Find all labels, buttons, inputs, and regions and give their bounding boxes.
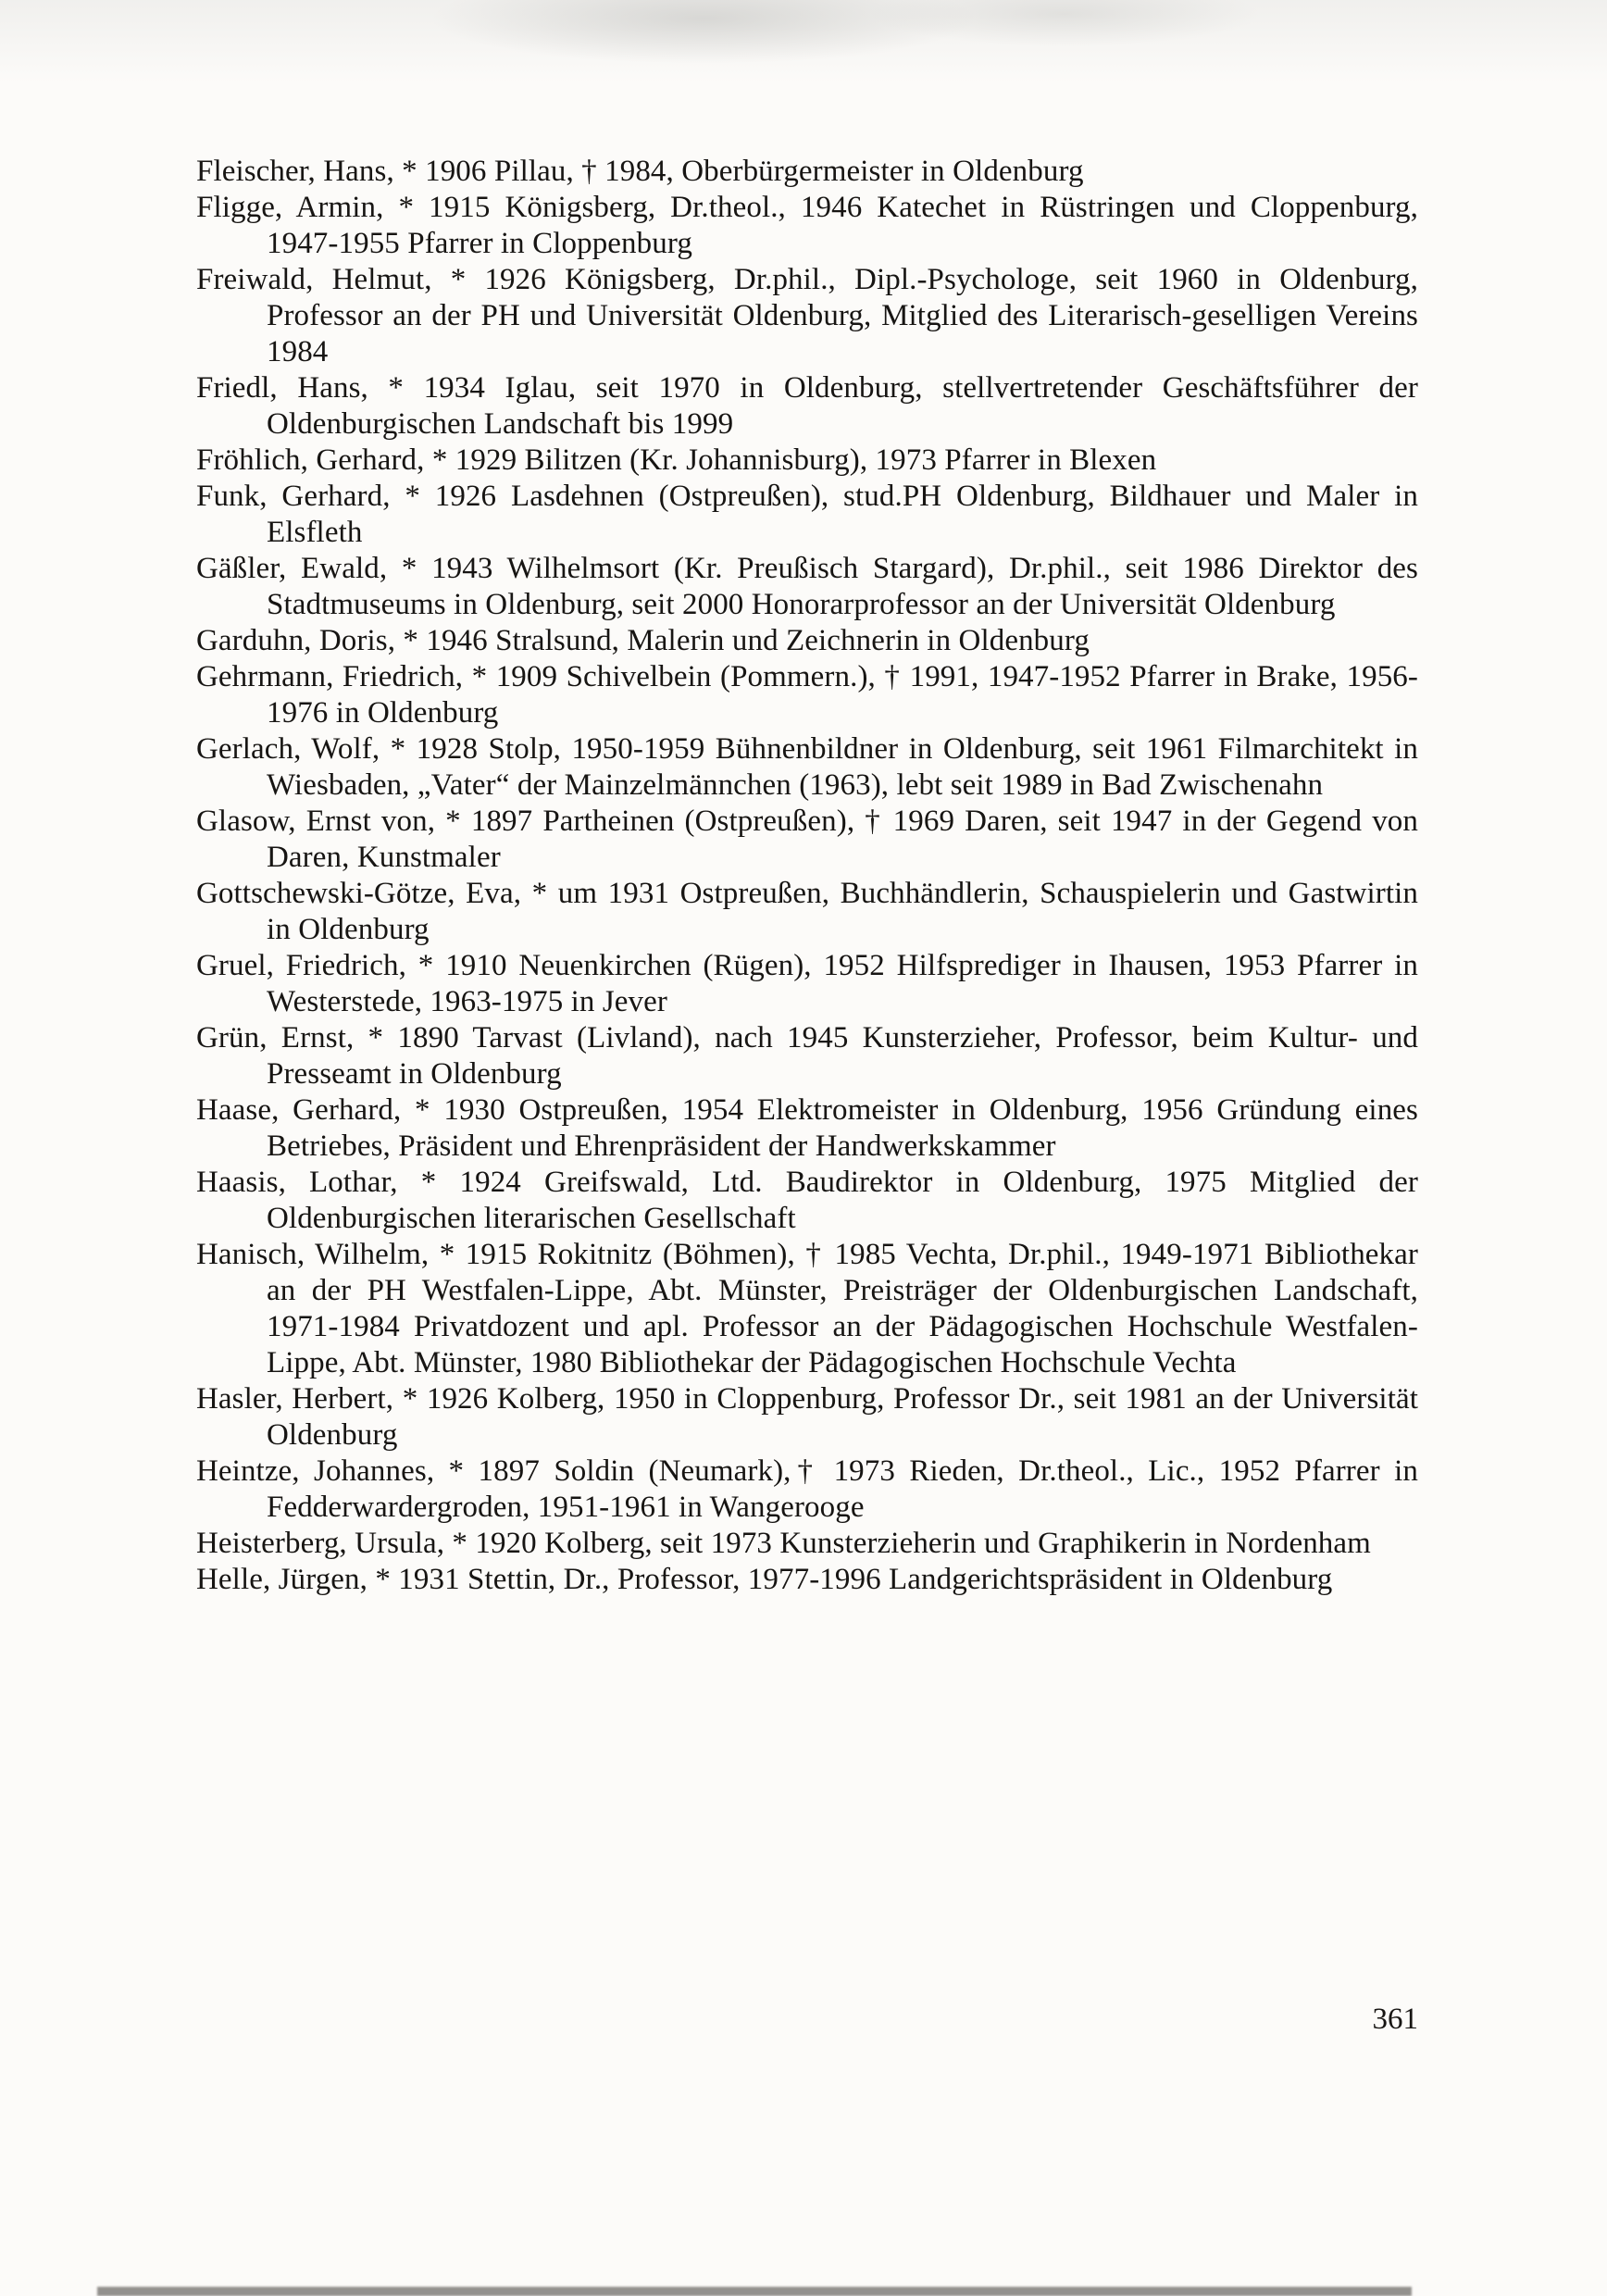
biography-entry: Freiwald, Helmut, * 1926 Königsberg, Dr.phil., Dipl.-Psychologe, seit 1960 in Oldenburg, Professor an der PH und Universität Oldenburg, Mitglied des Literarisch-geselligen Vereins 1984 [196,263,1418,368]
biography-entry: Grün, Ernst, * 1890 Tarvast (Livland), nach 1945 Kunsterzieher, Professor, beim Kultur- und Presseamt in Oldenburg [196,1021,1418,1091]
biography-entry: Hanisch, Wilhelm, * 1915 Rokitnitz (Böhmen), † 1985 Vechta, Dr.phil., 1949-1971 Bibliothekar an der PH Westfalen-Lippe, Abt. Münster, Preisträger der Oldenburgischen Landschaft, 1971-1984 Privatdozent und apl. Professor an der Pädagogischen Hochschule Westfalen-Lippe, Abt. Münster, 1980 Bibliothekar der Pädagogischen Hochschule Vechta [196,1238,1418,1379]
scan-artifact-bottom [97,2287,1412,2296]
biography-entry: Helle, Jürgen, * 1931 Stettin, Dr., Professor, 1977-1996 Landgerichtspräsident in Oldenburg [196,1563,1333,1596]
biography-entry: Haasis, Lothar, * 1924 Greifswald, Ltd. Baudirektor in Oldenburg, 1975 Mitglied der Oldenburgischen literarischen Gesellschaft [196,1166,1418,1235]
biography-entry: Heisterberg, Ursula, * 1920 Kolberg, seit 1973 Kunsterzieherin und Graphikerin in Nordenham [196,1527,1371,1560]
biography-entry: Glasow, Ernst von, * 1897 Partheinen (Ostpreußen), † 1969 Daren, seit 1947 in der Gegend von Daren, Kunstmaler [196,805,1418,874]
biography-entry: Fleischer, Hans, * 1906 Pillau, † 1984, Oberbürgermeister in Oldenburg [196,155,1084,188]
biography-entry: Friedl, Hans, * 1934 Iglau, seit 1970 in Oldenburg, stellvertretender Geschäftsführer der Oldenburgischen Landschaft bis 1999 [196,371,1418,441]
biography-entry: Heintze, Johannes, * 1897 Soldin (Neumark),† 1973 Rieden, Dr.theol., Lic., 1952 Pfarrer in Fedderwardergroden, 1951-1961 in Wangerooge [196,1454,1418,1524]
biography-entry: Gäßler, Ewald, * 1943 Wilhelmsort (Kr. Preußisch Stargard), Dr.phil., seit 1986 Direktor des Stadtmuseums in Oldenburg, seit 2000 Honorarprofessor an der Universität Oldenburg [196,552,1418,621]
biography-entry: Gruel, Friedrich, * 1910 Neuenkirchen (Rügen), 1952 Hilfsprediger in Ihausen, 1953 Pfarrer in Westerstede, 1963-1975 in Jever [196,949,1418,1018]
biography-entry: Funk, Gerhard, * 1926 Lasdehnen (Ostpreußen), stud.PH Oldenburg, Bildhauer und Maler in Elsfleth [196,480,1418,549]
page-number: 361 [1372,2003,1418,2036]
biography-entry: Hasler, Herbert, * 1926 Kolberg, 1950 in Cloppenburg, Professor Dr., seit 1981 an der Universität Oldenburg [196,1382,1418,1452]
biography-entry: Gehrmann, Friedrich, * 1909 Schivelbein (Pommern.), † 1991, 1947-1952 Pfarrer in Brake, 1956-1976 in Oldenburg [196,660,1418,730]
scan-artifact-top [0,0,1607,139]
biography-entry: Fröhlich, Gerhard, * 1929 Bilitzen (Kr. Johannisburg), 1973 Pfarrer in Blexen [196,443,1157,477]
biography-entry: Gottschewski-Götze, Eva, * um 1931 Ostpreußen, Buchhändlerin, Schauspielerin und Gastwirtin in Oldenburg [196,877,1418,946]
biography-entry: Fligge, Armin, * 1915 Königsberg, Dr.theol., 1946 Katechet in Rüstringen und Cloppenburg, 1947-1955 Pfarrer in Cloppenburg [196,191,1418,260]
biography-entry: Gerlach, Wolf, * 1928 Stolp, 1950-1959 Bühnenbildner in Oldenburg, seit 1961 Filmarchitekt in Wiesbaden, „Vater“ der Mainzelmännchen (1963), lebt seit 1989 in Bad Zwischenahn [196,732,1418,802]
biography-entry: Haase, Gerhard, * 1930 Ostpreußen, 1954 Elektromeister in Oldenburg, 1956 Gründung eines Betriebes, Präsident und Ehrenpräsident der Handwerkskammer [196,1093,1418,1163]
biography-entry: Garduhn, Doris, * 1946 Stralsund, Malerin und Zeichnerin in Oldenburg [196,624,1090,657]
entry-list [196,154,1418,1598]
